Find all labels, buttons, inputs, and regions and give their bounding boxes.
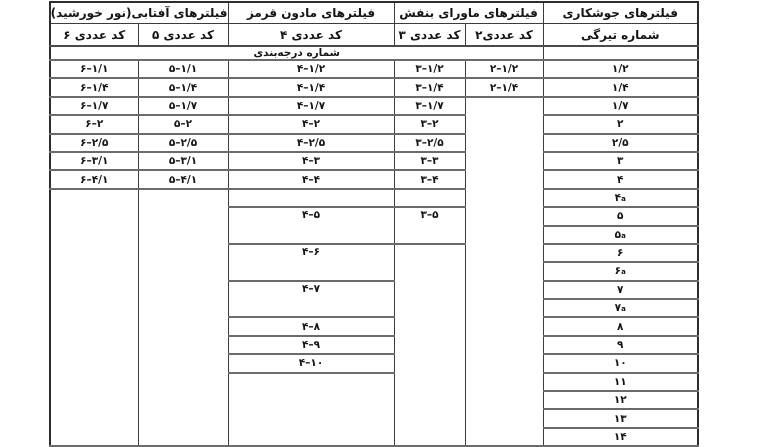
cell-value: ۴–۱/۴ — [296, 81, 326, 94]
cell-value: ۶–۱/۴ — [80, 81, 109, 94]
cell-value: ۴–۸ — [301, 320, 321, 333]
cell-value: ۳–۲ — [420, 118, 439, 131]
header-uv-filters: فیلترهای ماورای بنفش — [394, 2, 543, 24]
cell-value: ۷a — [614, 302, 626, 315]
shade-suffix: a — [621, 231, 626, 240]
code-cell — [228, 134, 394, 152]
code-cell — [394, 207, 465, 244]
shade-cell — [543, 299, 698, 317]
shade-cell — [543, 428, 698, 446]
cell-value: ۱/۴ — [611, 81, 629, 94]
table-row — [50, 152, 698, 170]
code-cell — [228, 207, 394, 244]
table-row — [50, 60, 698, 78]
code-cell — [50, 78, 138, 96]
empty-cell — [394, 189, 465, 207]
cell-value: ۳–۱/۲ — [415, 63, 444, 76]
cell-value: ۱۰ — [613, 357, 627, 370]
code-cell — [394, 97, 465, 115]
empty-cell — [228, 373, 394, 447]
code-cell — [228, 317, 394, 335]
shade-cell — [543, 60, 698, 78]
cell-value: ۵–۲ — [173, 118, 193, 131]
empty-cell — [50, 189, 138, 446]
shade-suffix: a — [621, 194, 626, 203]
cell-value: ۶–۴/۱ — [80, 173, 109, 186]
table-row — [50, 78, 698, 96]
header-sun-filters: فیلترهای آفتابی(نور خورشید) — [50, 2, 228, 24]
grading-row-spacer — [543, 46, 698, 60]
code-cell — [50, 170, 138, 188]
cell-value: ۴–۲/۵ — [296, 136, 326, 149]
table-row — [50, 189, 698, 207]
cell-value: ۱۳ — [613, 412, 627, 425]
code-cell — [394, 115, 465, 133]
subheader-code-2: کد عددی۲ — [465, 24, 543, 47]
code-cell — [228, 336, 394, 354]
shade-cell — [543, 226, 698, 244]
empty-cell — [465, 97, 543, 446]
cell-value: ۱/۲ — [611, 63, 629, 76]
code-cell — [228, 78, 394, 96]
code-cell — [138, 170, 228, 188]
cell-value: ۵–۳/۱ — [168, 155, 198, 168]
shade-cell — [543, 115, 698, 133]
cell-value: ۴a — [614, 191, 626, 204]
cell-value: ۴–۶ — [301, 245, 321, 258]
cell-value: ۶ — [617, 247, 624, 260]
cell-value: ۴–۹ — [301, 339, 321, 352]
empty-cell — [228, 189, 394, 207]
table-row — [50, 170, 698, 188]
shade-cell — [543, 281, 698, 299]
code-cell — [138, 115, 228, 133]
cell-value: ۲–۱/۴ — [489, 81, 519, 94]
cell-value: ۵–۱/۴ — [168, 81, 198, 94]
shade-cell — [543, 409, 698, 427]
empty-cell — [394, 244, 465, 446]
cell-value: ۵–۲/۵ — [168, 136, 198, 149]
table-row — [50, 115, 698, 133]
code-cell — [50, 134, 138, 152]
cell-value: ۶–۳/۱ — [80, 155, 109, 168]
shade-cell — [543, 207, 698, 225]
code-cell — [138, 78, 228, 96]
subheader-code-3: کد عددی ۳ — [394, 24, 465, 47]
code-cell — [228, 170, 394, 188]
cell-value: ۵ — [617, 210, 624, 223]
cell-value: ۳ — [617, 155, 624, 168]
cell-value: ۶–۲ — [85, 118, 104, 131]
cell-value: ۴ — [617, 173, 624, 186]
cell-value: ۳–۲/۵ — [415, 136, 444, 149]
grading-row — [50, 46, 698, 60]
cell-value: ۱/۷ — [611, 99, 629, 112]
cell-value: ۶–۱/۱ — [80, 63, 109, 76]
code-cell — [394, 152, 465, 170]
cell-value: ۴–۷ — [301, 282, 321, 295]
cell-value: ۵a — [614, 228, 626, 241]
empty-cell — [138, 189, 228, 446]
shade-cell — [543, 336, 698, 354]
code-cell — [394, 170, 465, 188]
shade-cell — [543, 78, 698, 96]
cell-value: ۴–۱/۷ — [296, 99, 326, 112]
code-cell — [138, 97, 228, 115]
code-cell — [228, 97, 394, 115]
code-cell — [465, 60, 543, 78]
cell-value: ۳–۴ — [420, 173, 439, 186]
subheader-code-4: کد عددی ۴ — [228, 24, 394, 47]
code-cell — [228, 281, 394, 318]
code-cell — [228, 152, 394, 170]
header-welding-filters: فیلترهای جوشکاری — [543, 2, 698, 24]
table-body — [50, 60, 698, 446]
shade-suffix: a — [621, 305, 626, 314]
cell-value: ۱۱ — [613, 375, 627, 388]
subheader-row — [50, 24, 698, 47]
cell-value: ۶–۱/۷ — [80, 99, 109, 112]
code-cell — [228, 115, 394, 133]
shade-cell — [543, 373, 698, 391]
grading-row-label: شماره درجه‌بندی — [50, 46, 543, 60]
header-ir-filters: فیلترهای مادون قرمز — [228, 2, 394, 24]
code-cell — [50, 60, 138, 78]
subheader-code-5: کد عددی ۵ — [138, 24, 228, 47]
shade-cell — [543, 391, 698, 409]
group-header-row — [50, 2, 698, 24]
table-row — [50, 134, 698, 152]
code-cell — [394, 134, 465, 152]
shade-cell — [543, 354, 698, 372]
filters-table — [49, 1, 699, 447]
shade-cell — [543, 97, 698, 115]
shade-cell — [543, 152, 698, 170]
code-cell — [138, 60, 228, 78]
shade-cell — [543, 244, 698, 262]
cell-value: ۱۲ — [613, 394, 627, 407]
cell-value: ۲ — [617, 118, 624, 131]
subheader-code-6: کد عددی ۶ — [50, 24, 138, 47]
shade-cell — [543, 317, 698, 335]
cell-value: ۵–۱/۷ — [168, 99, 198, 112]
cell-value: ۴–۳ — [301, 155, 321, 168]
cell-value: ۲–۱/۲ — [489, 63, 519, 76]
cell-value: ۵–۴/۱ — [168, 173, 198, 186]
code-cell — [228, 60, 394, 78]
cell-value: ۲/۵ — [611, 136, 629, 149]
shade-cell — [543, 262, 698, 280]
cell-value: ۶–۲/۵ — [80, 136, 109, 149]
cell-value: ۷ — [617, 283, 624, 296]
cell-value: ۳–۱/۷ — [415, 99, 444, 112]
subheader-shade-number: شماره تیرگی — [543, 24, 698, 47]
shade-cell — [543, 189, 698, 207]
cell-value: ۳–۵ — [420, 209, 439, 222]
cell-value: ۴–۱/۲ — [296, 63, 326, 76]
cell-value: ۴–۴ — [301, 173, 321, 186]
code-cell — [465, 78, 543, 96]
code-cell — [228, 244, 394, 281]
code-cell — [138, 134, 228, 152]
cell-value: ۴–۲ — [301, 118, 321, 131]
cell-value: ۵–۱/۱ — [168, 63, 198, 76]
cell-value: ۱۴ — [613, 431, 627, 443]
code-cell — [394, 78, 465, 96]
shade-cell — [543, 134, 698, 152]
cell-value: ۳–۳ — [420, 155, 439, 168]
code-cell — [50, 97, 138, 115]
cell-value: ۹ — [617, 339, 624, 352]
code-cell — [394, 60, 465, 78]
code-cell — [50, 152, 138, 170]
code-cell — [228, 354, 394, 372]
cell-value: ۸ — [617, 320, 624, 333]
filters-table-wrapper — [49, 1, 697, 447]
table-row — [50, 97, 698, 115]
shade-cell — [543, 170, 698, 188]
cell-value: ۴–۵ — [301, 209, 321, 222]
cell-value: ۴–۱۰ — [298, 357, 324, 370]
cell-value: ۳–۱/۴ — [415, 81, 444, 94]
code-cell — [138, 152, 228, 170]
code-cell — [50, 115, 138, 133]
shade-suffix: a — [621, 268, 626, 277]
cell-value: ۶a — [614, 265, 626, 278]
